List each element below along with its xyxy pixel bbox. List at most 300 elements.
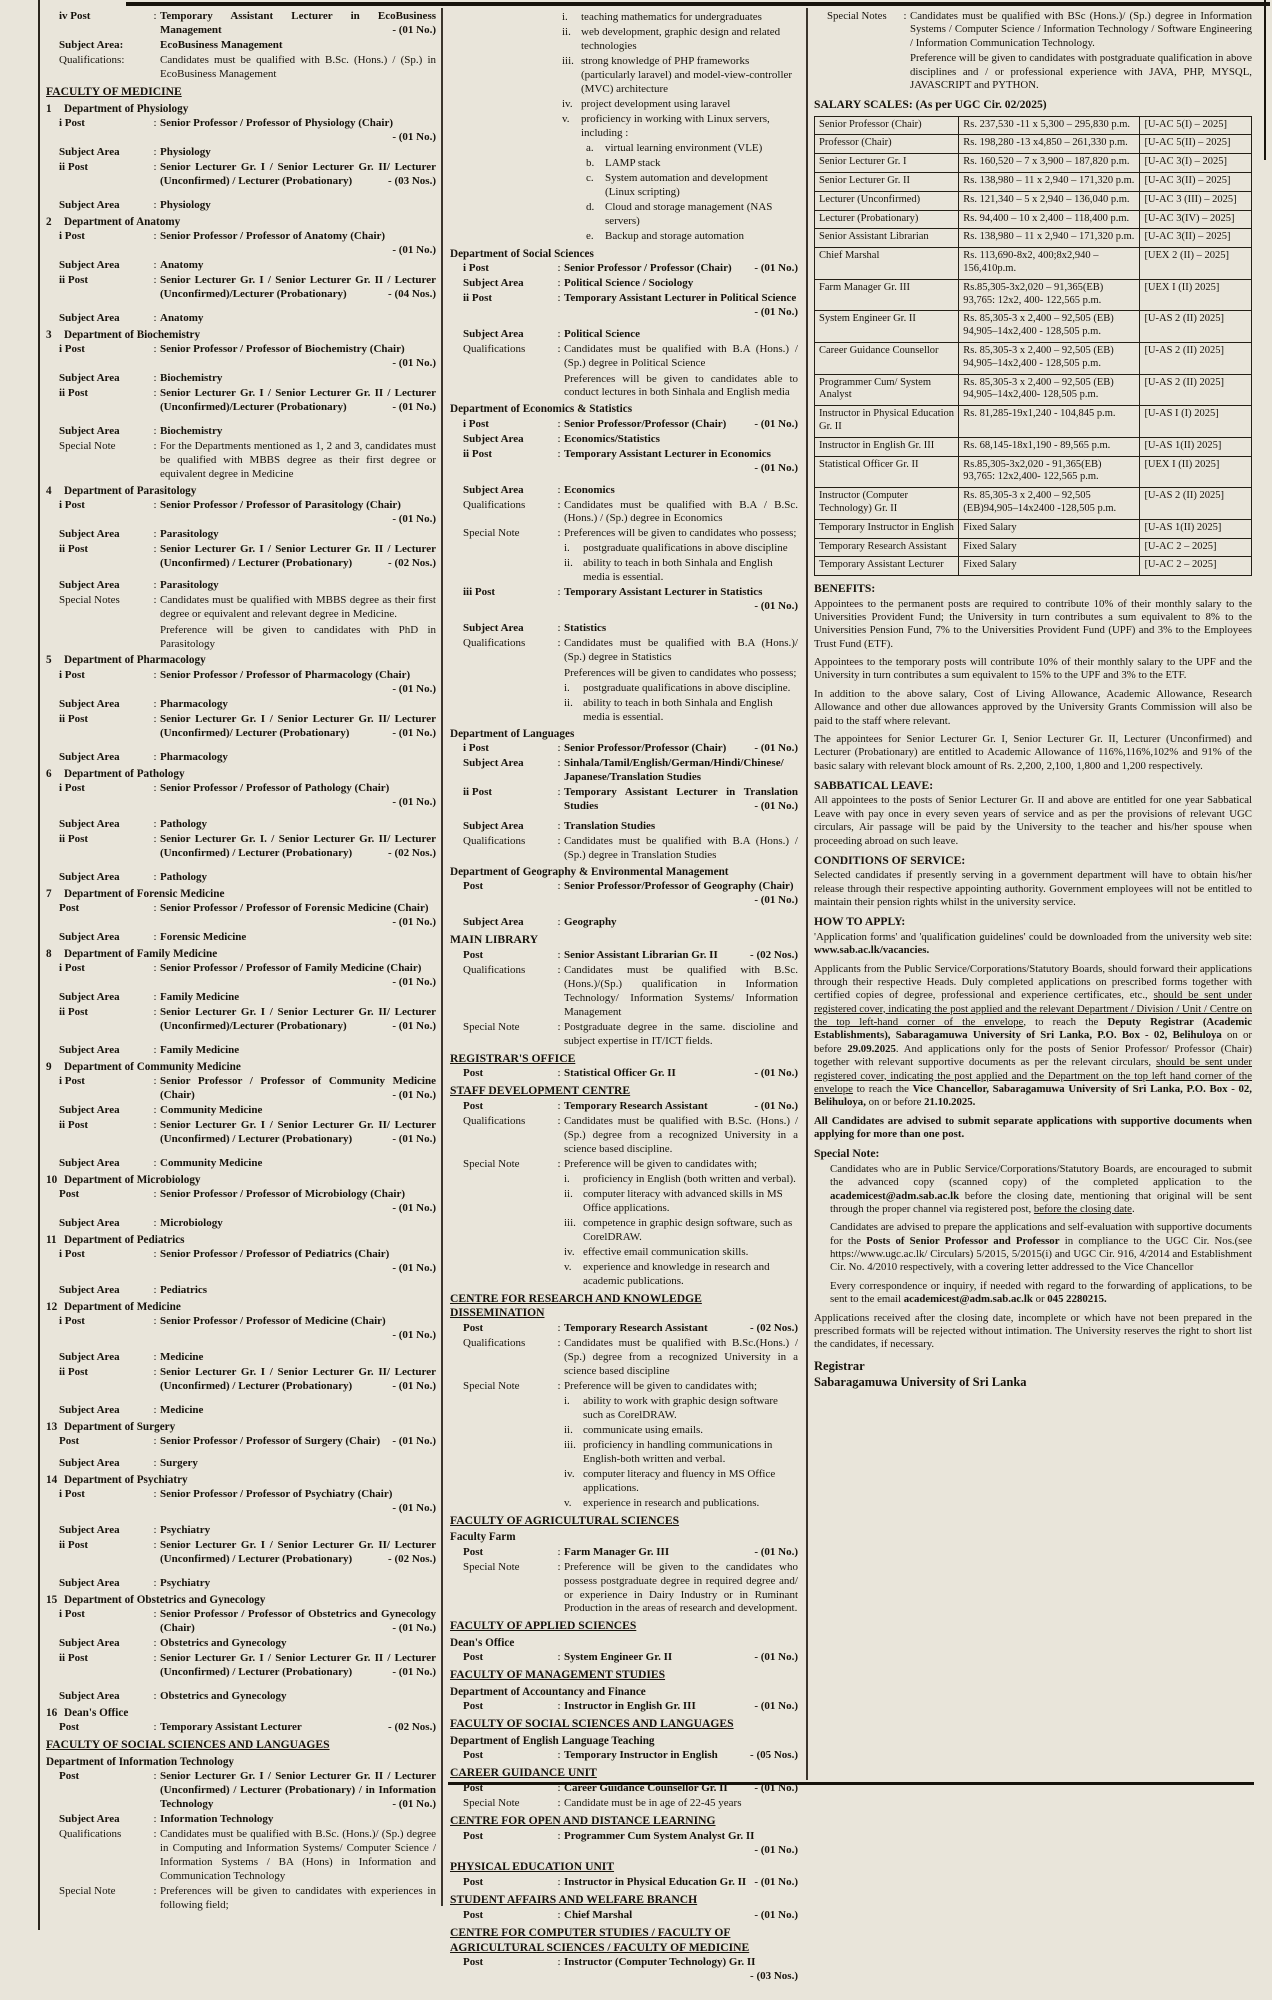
field-value: Temporary Assistant Lecturer in Political Science (564, 291, 797, 304)
colon-separator: : (153, 527, 157, 540)
field-value-wrap (160, 1006, 436, 1034)
department-heading (450, 247, 798, 261)
colon-separator: : (903, 10, 907, 22)
colon-separator: : (153, 342, 157, 355)
colon-separator: : (557, 1796, 561, 1809)
colon-separator: : (153, 1118, 157, 1131)
department-heading (46, 1473, 436, 1487)
vacancy-count: - (02 Nos.) (750, 1322, 798, 1335)
section-heading: STAFF DEVELOPMENT CENTRE (450, 1084, 631, 1098)
colon-separator: : (557, 342, 561, 355)
post-name-cell: Instructor in English Gr. III (815, 437, 959, 456)
field-row (46, 543, 436, 571)
colon-separator: : (153, 1539, 157, 1552)
department-number: 5 (46, 654, 52, 667)
field-value-wrap (160, 1637, 436, 1651)
salary-row (815, 229, 1252, 248)
field-label: Subject Area (59, 1690, 120, 1703)
field-label: Special Note (463, 1796, 520, 1809)
field-label: Subject Area (59, 1156, 120, 1169)
field-value-wrap (910, 10, 1252, 92)
sublist-item (586, 230, 798, 244)
section-heading: SALARY SCALES: (As per UGC Cir. 02/2025) (814, 98, 1047, 112)
column-middle (450, 10, 798, 1985)
field-value-wrap (564, 622, 798, 636)
field-value: Senior Professor/Professor (Chair) (564, 417, 727, 430)
list-marker: iv. (562, 97, 573, 110)
field-value-wrap (160, 1488, 436, 1516)
colon-separator: : (557, 1020, 561, 1033)
department-number: 4 (46, 484, 52, 497)
field-value: Family Medicine (160, 990, 240, 1003)
field-value-wrap (564, 527, 798, 585)
vacancy-count: - (02 Nos.) (388, 1553, 436, 1566)
colon-separator: : (153, 1315, 157, 1328)
scale-code-cell: [U-AS I (I) 2025] (1140, 406, 1252, 438)
field-row (450, 964, 798, 1020)
field-label: Qualifications (463, 1115, 526, 1127)
salary-row (815, 557, 1252, 576)
list-item (564, 542, 798, 556)
scale-code-cell: [U-AS 1(II) 2025] (1140, 519, 1252, 538)
field-label: Subject Area (463, 916, 524, 929)
list-marker: i. (564, 682, 570, 695)
list-item-text: experience and knowledge in research and academic publications. (583, 1260, 770, 1287)
scale-code-cell: [U-AS 2 (II) 2025] (1140, 488, 1252, 520)
list-marker: iii. (564, 1216, 576, 1229)
field-value-wrap (160, 528, 436, 542)
colon-separator: : (153, 1187, 157, 1200)
colon-separator: : (153, 145, 157, 158)
post-name-cell: Temporary Research Assistant (815, 538, 959, 557)
field-value: Senior Lecturer Gr. I / Senior Lecturer Gr. II / Lecturer (Unconfirmed) / Lecturer (Probationary) (160, 1652, 436, 1679)
field-row (46, 751, 436, 765)
field-row (450, 1021, 798, 1049)
colon-separator: : (557, 417, 561, 430)
colon-separator: : (557, 637, 561, 650)
list-item-text: competence in graphic design software, such as CorelDRAW. (583, 1216, 793, 1243)
field-value-wrap (160, 440, 436, 482)
section-heading: REGISTRAR'S OFFICE (450, 1051, 576, 1065)
department-name: Department of Community Medicine (64, 1060, 241, 1073)
field-value: Senior Professor / Professor of Surgery (Chair) (160, 1435, 381, 1448)
colon-separator: : (153, 273, 157, 286)
colon-separator: : (153, 1404, 157, 1417)
field-value: Pathology (160, 870, 208, 883)
field-value-wrap (160, 10, 436, 38)
field-label: Post (463, 1908, 484, 1921)
field-label: ii Post (59, 1652, 89, 1665)
vacancy-count: - (01 No.) (392, 512, 436, 525)
signature-line: Registrar (814, 1358, 865, 1373)
colon-separator: : (153, 424, 157, 437)
post-name-cell: Instructor (Computer Technology) Gr. II (815, 488, 959, 520)
field-value-wrap (160, 833, 436, 861)
salary-row (815, 173, 1252, 192)
field-value: Candidates must be qualified with MBBS degree as their first degree or equivalent and relevant degree in Medicine. (160, 593, 436, 620)
colon-separator: : (557, 1545, 561, 1558)
colon-separator: : (153, 930, 157, 943)
field-value-wrap (160, 1435, 436, 1449)
field-value: Microbiology (160, 1216, 223, 1229)
field-value: Senior Professor / Professor (Chair) (564, 261, 732, 274)
list-item-text: ability to teach in both Sinhala and English media is essential. (583, 697, 773, 724)
colon-separator: : (557, 963, 561, 976)
colon-separator: : (153, 229, 157, 242)
section-heading: CENTRE FOR COMPUTER STUDIES / FACULTY OF AGRICULTURAL SCIENCES / FACULTY OF MEDICINE (450, 1925, 750, 1954)
department-name: Faculty Farm (450, 1531, 516, 1544)
field-row (450, 527, 798, 585)
field-value: Temporary Assistant Lecturer (160, 1721, 302, 1734)
field-label: Subject Area (463, 820, 524, 833)
field-value-wrap (564, 1876, 798, 1890)
field-label: ii Post (59, 542, 89, 555)
list-marker: ii. (564, 1423, 573, 1436)
list-item (562, 26, 798, 54)
field-value-wrap (160, 1404, 436, 1418)
field-value-wrap (564, 292, 798, 320)
list-marker: ii. (564, 697, 573, 710)
field-label: Post (463, 1067, 484, 1080)
list-marker: i. (564, 1172, 570, 1185)
post-name-cell: Senior Lecturer Gr. II (815, 173, 959, 192)
field-value: Candidates must be qualified with B.A / B.Sc. (Hons.) / (Sp.) degree in Economics (564, 498, 798, 525)
sublist-item (586, 157, 798, 171)
list-item-text: Backup and storage automation (605, 229, 744, 242)
colon-separator: : (153, 901, 157, 914)
field-row (46, 1524, 436, 1538)
field-value-wrap (160, 425, 436, 439)
field-value: Senior Assistant Librarian Gr. II (564, 948, 718, 961)
field-label: Subject Area (59, 198, 120, 211)
field-value: Senior Lecturer Gr. I / Senior Lecturer Gr. II/ Lecturer (Unconfirmed)/Lecturer (Probationary) (160, 1005, 436, 1032)
field-value: Senior Lecturer Gr. I / Senior Lecturer Gr. II / Lecturer (Unconfirmed) / Lecturer (Probationary) / in Information Technology (160, 1770, 436, 1811)
field-value: Senior Professor / Professor of Pharmacology (Chair) (160, 668, 411, 681)
vacancy-count: - (01 No.) (392, 1132, 436, 1145)
colon-separator: : (153, 542, 157, 555)
post-name-cell: Chief Marshal (815, 248, 959, 280)
field-value: Obstetrics and Gynecology (160, 1637, 287, 1650)
vacancy-count: - (01 No.) (754, 1700, 798, 1713)
field-value: Candidates must be qualified with B.Sc.(Hons.) / (Sp.) degree from a recognized University in a science based discipline (564, 1337, 798, 1377)
vacancy-count: - (01 No.) (392, 1019, 436, 1032)
colon-separator: : (557, 880, 561, 893)
field-row (46, 669, 436, 697)
field-row (46, 161, 436, 189)
field-value: Senior Professor / Professor of Pathology (Chair) (160, 781, 390, 794)
list-marker: i. (562, 11, 568, 23)
list-item-text: project development using laravel (581, 97, 731, 110)
field-row (450, 1380, 798, 1511)
post-name-cell: System Engineer Gr. II (815, 311, 959, 343)
post-name-cell: Career Guidance Counsellor (815, 342, 959, 374)
field-value: Sinhala/Tamil/English/German/Hindi/Chinese/ Japanese/Translation Studies (564, 757, 784, 784)
list-item-text: System automation and development (Linux scripting) (605, 171, 768, 198)
field-row (450, 1749, 798, 1763)
field-value-wrap (160, 39, 436, 53)
salary-scale-cell: Rs. 85,305-3 x 2,400 – 92,505 (EB) 94,905–14x2,400- 128,505 p.m. (959, 374, 1140, 406)
field-label: Subject Area (59, 697, 120, 710)
department-name: Department of Parasitology (64, 484, 197, 497)
field-row (46, 1721, 436, 1735)
field-value-wrap (160, 387, 436, 415)
field-value: Biochemistry (160, 371, 223, 384)
salary-scale-cell: Rs. 198,280 -13 x4,850 – 261,330 p.m. (959, 135, 1140, 154)
field-row (46, 440, 436, 482)
field-value-wrap (160, 1284, 436, 1298)
field-value-wrap (564, 1546, 798, 1560)
field-value: Senior Professor / Professor of Biochemistry (Chair) (160, 342, 405, 355)
field-row (46, 698, 436, 712)
field-label: Subject Area (463, 757, 524, 770)
field-row (46, 579, 436, 593)
top-rule (126, 2, 1270, 6)
colon-separator: : (557, 1157, 561, 1170)
colon-separator: : (153, 750, 157, 763)
field-row (46, 117, 436, 145)
salary-row (815, 374, 1252, 406)
salary-row (815, 248, 1252, 280)
scale-code-cell: [U-AC 3(IV) – 2025] (1140, 210, 1252, 229)
colon-separator: : (153, 712, 157, 725)
field-value: Candidates must be qualified with B.Sc. (Hons.) / (Sp.) in EcoBusiness Management (160, 53, 436, 80)
vacancy-count: - (03 Nos.) (388, 174, 436, 187)
field-label: ii Post (463, 447, 493, 460)
field-label: i Post (59, 1074, 85, 1087)
field-label: Post (463, 948, 484, 961)
field-value: Translation Studies (564, 820, 656, 833)
salary-scale-cell: Rs. 237,530 -11 x 5,300 – 295,830 p.m. (959, 116, 1140, 135)
field-value: Geography (564, 916, 617, 929)
field-value: Candidates must be qualified with B.Sc. (Hons.) / (Sp.) degree from a recognized University in a science based discipline. (564, 1115, 798, 1155)
colon-separator: : (557, 1379, 561, 1392)
field-row (450, 880, 798, 908)
colon-separator: : (557, 1829, 561, 1842)
field-row (450, 1158, 798, 1289)
salary-scale-cell: Fixed Salary (959, 538, 1140, 557)
field-value-wrap (564, 586, 798, 614)
field-label: i Post (59, 781, 85, 794)
section-heading: FACULTY OF MANAGEMENT STUDIES (450, 1668, 666, 1682)
field-value-wrap (160, 1524, 436, 1538)
section-heading: Special Note: (814, 1147, 880, 1161)
vacancy-count: - (02 Nos.) (388, 556, 436, 569)
field-value: Parasitology (160, 578, 219, 591)
field-value-wrap (160, 230, 436, 258)
salary-scale-cell: Rs. 85,305-3 x 2,400 – 92,505 (EB) 94,905–14x2,400 - 128,505 p.m. (959, 311, 1140, 343)
field-value: Information Technology (160, 1813, 274, 1826)
sublist-item (586, 172, 798, 200)
field-value: Psychiatry (160, 1577, 211, 1590)
field-value: Temporary Research Assistant (564, 1100, 708, 1113)
field-value: Senior Professor/Professor (Chair) (564, 742, 727, 755)
list-item (564, 1173, 798, 1187)
list-item-text: Cloud and storage management (NAS servers) (605, 200, 773, 227)
department-heading (46, 1593, 436, 1607)
field-value-wrap (564, 343, 798, 401)
salary-scale-cell: Rs. 68,145-18x1,190 - 89,565 p.m. (959, 437, 1140, 456)
vacancy-count: - (01 No.) (392, 682, 436, 695)
salary-row (815, 279, 1252, 311)
colon-separator: : (153, 593, 157, 606)
field-value-wrap (564, 1700, 798, 1714)
colon-separator: : (557, 1067, 561, 1080)
paragraph: Applicants from the Public Service/Corporations/Statutory Boards, should forward their applications through their respective Heads. Duly completed applications on prescribed forms together with certified copies of degree, professional and experience certificates, etc., should be sent under registered cover, indicating the post applied and the relevant Department / Division / Unit / Centre on the top left-hand corner of the envelope, to reach the Deputy Registrar (Academic Establishments), Sabaragamuwa University of Sri Lanka, P.O. Box - 02, Belihuloya on or before 29.09.2025. And applications only for the posts of Senior Professor/ Professor (Chair) together with relevant supportive documents as per the relevant circulars, should be sent under registered cover, indicating the post applied and the Department on the top left hand corner of the envelope to reach the Vice Chancellor, Sabaragamuwa University of Sri Lanka, P.O. Box - 02, Belihuloya, on or before 21.10.2025. (814, 962, 1253, 1109)
colon-separator: : (153, 1248, 157, 1261)
field-label: i Post (59, 342, 85, 355)
field-value: Forensic Medicine (160, 930, 247, 943)
department-heading (450, 1636, 798, 1650)
field-value: Statistics (564, 622, 607, 635)
field-value: Economics/Statistics (564, 432, 660, 445)
field-value: Pediatrics (160, 1284, 208, 1296)
field-value: Anatomy (160, 311, 204, 324)
department-name: Department of Psychiatry (64, 1474, 188, 1487)
paragraph: In addition to the above salary, Cost of Living Allowance, Academic Allowance, Research Allowance and other due allowances approved by the University Grants Commission will also be paid to the staff where relevant. (814, 687, 1252, 727)
salary-scale-cell: Rs. 81,285-19x1,240 - 104,845 p.m. (959, 406, 1140, 438)
field-label: Special Note (463, 1020, 520, 1033)
field-row (46, 230, 436, 258)
field-value-wrap (564, 1749, 798, 1763)
colon-separator: : (557, 786, 561, 799)
field-row (450, 484, 798, 498)
field-label: ii Post (59, 273, 89, 286)
field-value-wrap (160, 1828, 436, 1884)
vacancy-count: - (01 No.) (754, 1843, 798, 1856)
paragraph: Appointees to the temporary posts will contribute 10% of their monthly salary to the UPF and the University in turn contributes a sum equivalent to 15% to the UPF and 3% to the ETF. (814, 656, 1252, 682)
vacancy-count: - (01 No.) (754, 461, 798, 474)
field-label: Subject Area (59, 1637, 120, 1650)
field-value: Preferences will be given to candidates with experiences in following field; (160, 1885, 436, 1912)
field-label: ii Post (59, 1539, 89, 1552)
department-heading (46, 215, 436, 229)
field-label: ii Post (59, 1005, 89, 1018)
vacancy-count: - (01 No.) (392, 915, 436, 928)
colon-separator: : (153, 1813, 157, 1826)
list-marker: iii. (564, 1438, 576, 1451)
vacancy-count: - (01 No.) (754, 1100, 798, 1113)
field-value: Senior Professor / Professor of Forensic Medicine (Chair) (160, 901, 429, 914)
field-value-wrap (160, 1315, 436, 1343)
salary-row (815, 210, 1252, 229)
list-item (562, 113, 798, 141)
column-divider-left (441, 8, 443, 1906)
field-value: Career Guidance Counsellor Gr. II (564, 1781, 728, 1794)
list-item-text: proficiency in English (both written and verbal). (583, 1172, 796, 1185)
field-row (46, 1435, 436, 1449)
field-value: Chief Marshal (564, 1908, 633, 1921)
field-value-wrap (160, 1075, 436, 1103)
vacancy-count: - (01 No.) (392, 1435, 436, 1448)
field-row (46, 1284, 436, 1298)
field-value-wrap (564, 1337, 798, 1379)
field-value: Temporary Assistant Lecturer in Statistics (564, 586, 763, 599)
field-value-wrap (564, 757, 798, 785)
vacancy-count: - (02 Nos.) (388, 846, 436, 859)
field-label: i Post (59, 1608, 85, 1621)
department-name: Department of Anatomy (64, 215, 181, 228)
vacancy-count: - (03 Nos.) (750, 1970, 798, 1983)
colon-separator: : (153, 371, 157, 384)
field-value-wrap (564, 1115, 798, 1157)
field-label: Qualifications (463, 498, 526, 511)
field-row (46, 713, 436, 741)
colon-separator: : (557, 835, 561, 848)
department-number: 6 (46, 767, 52, 780)
list-marker: iv. (564, 1245, 575, 1258)
field-row (46, 1075, 436, 1103)
field-value-wrap (160, 594, 436, 652)
field-row (46, 1315, 436, 1343)
field-label: Subject Area (463, 276, 524, 289)
department-heading (450, 1530, 798, 1544)
field-label: Qualifications (463, 1337, 526, 1350)
colon-separator: : (557, 1560, 561, 1573)
field-value: Senior Professor / Professor of Obstetrics and Gynecology (Chair) (160, 1608, 436, 1635)
list-item-text: ability to teach in both Sinhala and English media is essential. (583, 557, 773, 584)
section-heading: BENEFITS: (814, 582, 876, 596)
field-value: Preference will be given to candidates with; (564, 1379, 758, 1392)
field-row (46, 1404, 436, 1418)
colon-separator: : (557, 327, 561, 340)
scale-code-cell: [UEX 2 (II) – 2025] (1140, 248, 1252, 280)
section-heading: PHYSICAL EDUCATION UNIT (450, 1860, 615, 1874)
department-heading (46, 484, 436, 498)
field-value-wrap (564, 820, 798, 834)
vacancy-count: - (01 No.) (754, 1651, 798, 1664)
salary-scale-cell: Rs.85,305-3x2,020 – 91,365(EB) 93,765: 12x2, 400- 122,565 p.m. (959, 279, 1140, 311)
colon-separator: : (557, 1115, 561, 1127)
field-value-wrap (564, 499, 798, 527)
field-value: Senior Professor/Professor of Geography (Chair) (564, 880, 794, 893)
field-value: Senior Lecturer Gr. I / Senior Lecturer Gr. II / Lecturer (Unconfirmed)/Lecturer (Probationary) (160, 386, 436, 413)
list-item-text: strong knowledge of PHP frameworks (particularly laravel) and model-view-controller (MVC) architecture (581, 54, 793, 95)
field-value: Senior Professor / Professor of Community Medicine (Chair) (160, 1074, 436, 1101)
colon-separator: : (153, 1488, 157, 1501)
field-row (46, 1104, 436, 1118)
field-label: Subject Area (463, 483, 524, 496)
field-row (450, 1782, 798, 1796)
field-row (450, 1700, 798, 1714)
field-label: Subject Area (59, 1284, 120, 1296)
field-value-wrap (564, 1322, 798, 1336)
field-label: Post (59, 1187, 80, 1200)
field-value: Instructor in Physical Education Gr. II (564, 1876, 747, 1889)
field-value-wrap (160, 931, 436, 945)
field-row (46, 1813, 436, 1827)
field-value-wrap (160, 1457, 436, 1471)
post-name-cell: Temporary Assistant Lecturer (815, 557, 959, 576)
field-value-wrap (564, 262, 798, 276)
field-row (46, 199, 436, 213)
field-value-wrap (564, 916, 798, 930)
colon-separator: : (557, 1100, 561, 1113)
field-value-wrap (564, 964, 798, 1020)
field-paragraph: Preference will be given to candidates with PhD in Parasitology (160, 623, 436, 650)
field-value-wrap (160, 1104, 436, 1118)
field-label: ii Post (59, 712, 89, 725)
field-label: Qualifications: (59, 53, 125, 66)
field-row (46, 991, 436, 1005)
field-label: Special Note (59, 1885, 116, 1898)
colon-separator: : (557, 261, 561, 274)
field-value-wrap (564, 1021, 798, 1049)
paragraph: 'Application forms' and 'qualification guidelines' could be downloaded from the university web site: www.sab.ac.lk/vacancies. (814, 930, 1252, 957)
field-value-wrap (160, 962, 436, 990)
field-row (450, 1115, 798, 1157)
colon-separator: : (153, 116, 157, 129)
field-value: Surgery (160, 1457, 198, 1470)
